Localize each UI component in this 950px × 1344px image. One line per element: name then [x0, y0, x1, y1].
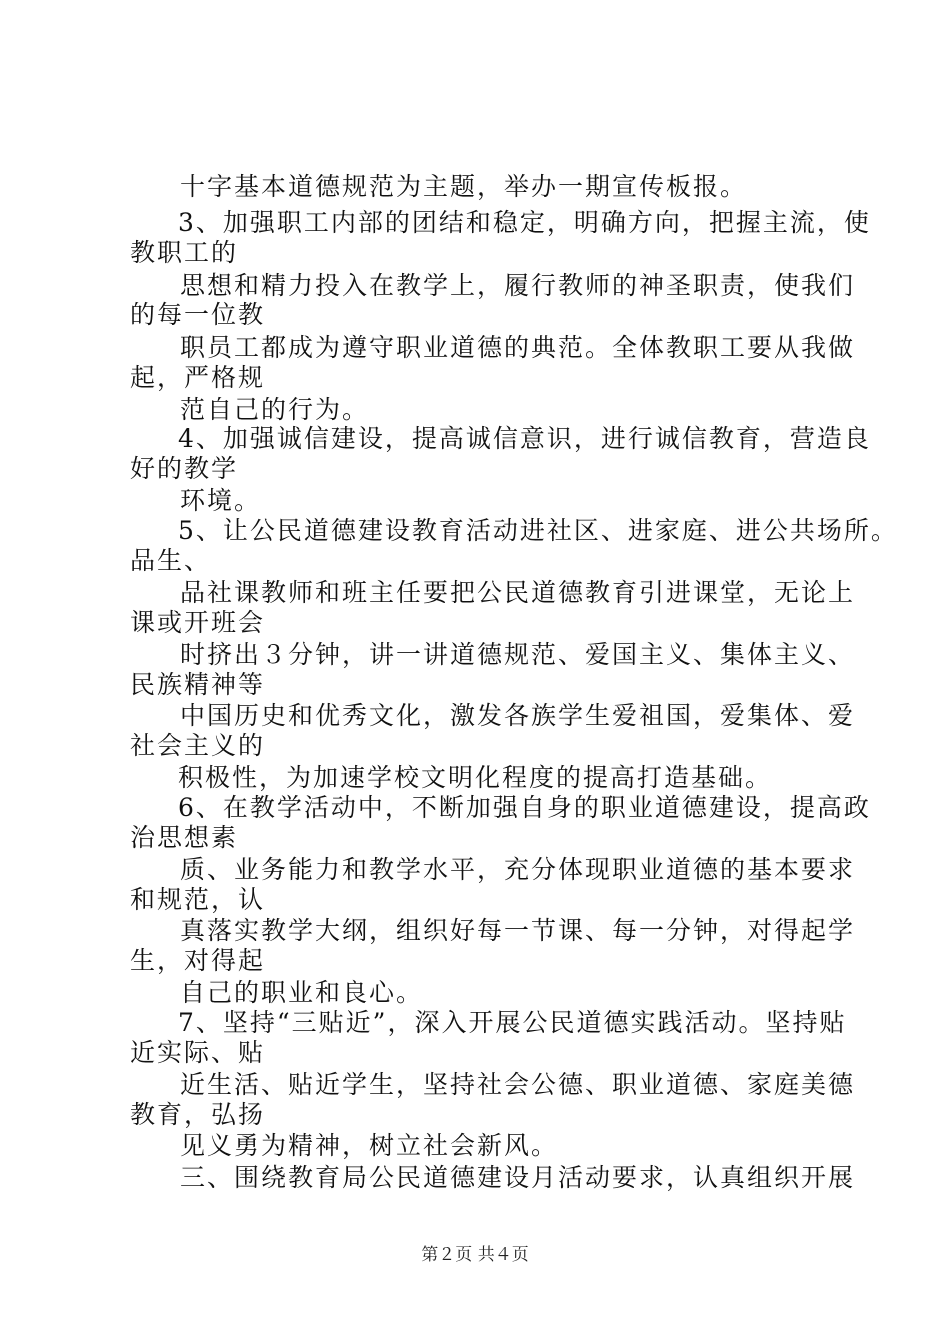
- text-line: 近生活、贴近学生，坚持社会公德、职业道德、家庭美德: [180, 1070, 856, 1099]
- text-line: 起，严格规: [130, 363, 266, 392]
- text-line: 品生、: [130, 546, 212, 575]
- text-line: 职员工都成为遵守职业道德的典范。全体教职工要从我做: [180, 333, 856, 362]
- text-line: 民族精神等: [130, 670, 266, 699]
- text-line: 三、围绕教育局公民道德建设月活动要求，认真组织开展: [180, 1163, 856, 1192]
- text-line: 生，对得起: [130, 946, 266, 975]
- text-line: 6、在教学活动中，不断加强自身的职业道德建设，提高政: [178, 793, 871, 822]
- text-line: 自己的职业和良心。: [180, 978, 424, 1007]
- text-line: 中国历史和优秀文化，激发各族学生爱祖国，爱集体、爱: [180, 701, 856, 730]
- text-line: 7、坚持“三贴近”，深入开展公民道德实践活动。坚持贴: [178, 1008, 847, 1037]
- text-line: 4、加强诚信建设，提高诚信意识，进行诚信教育，营造良: [178, 424, 871, 453]
- text-line: 好的教学: [130, 454, 239, 483]
- text-line: 教职工的: [130, 238, 239, 267]
- text-line: 真落实教学大纲，组织好每一节课、每一分钟，对得起学: [180, 916, 856, 945]
- text-line: 治思想素: [130, 823, 239, 852]
- text-line: 3、加强职工内部的团结和稳定，明确方向，把握主流，使: [178, 208, 871, 237]
- text-line: 课或开班会: [130, 608, 266, 637]
- text-line: 积极性，为加速学校文明化程度的提高打造基础。: [178, 763, 773, 792]
- page-number: 第２页 共４页: [421, 1245, 529, 1265]
- text-line: 质、业务能力和教学水平，充分体现职业道德的基本要求: [180, 855, 856, 884]
- text-line: 环境。: [180, 486, 262, 515]
- text-line: 5、让公民道德建设教育活动进社区、进家庭、进公共场所。: [178, 516, 898, 545]
- text-line: 见义勇为精神，树立社会新风。: [180, 1131, 559, 1160]
- text-line: 思想和精力投入在教学上，履行教师的神圣职责，使我们: [180, 271, 856, 300]
- text-line: 时挤出３分钟，讲一讲道德规范、爱国主义、集体主义、: [180, 640, 856, 669]
- text-line: 品社课教师和班主任要把公民道德教育引进课堂，无论上: [180, 578, 856, 607]
- text-line: 范自己的行为。: [180, 395, 370, 424]
- text-line: 近实际、贴: [130, 1038, 266, 1067]
- text-line: 教育，弘扬: [130, 1100, 266, 1129]
- text-line: 和规范，认: [130, 885, 266, 914]
- text-line: 社会主义的: [130, 731, 266, 760]
- text-line: 的每一位教: [130, 300, 266, 329]
- text-line: 十字基本道德规范为主题，举办一期宣传板报。: [180, 172, 748, 201]
